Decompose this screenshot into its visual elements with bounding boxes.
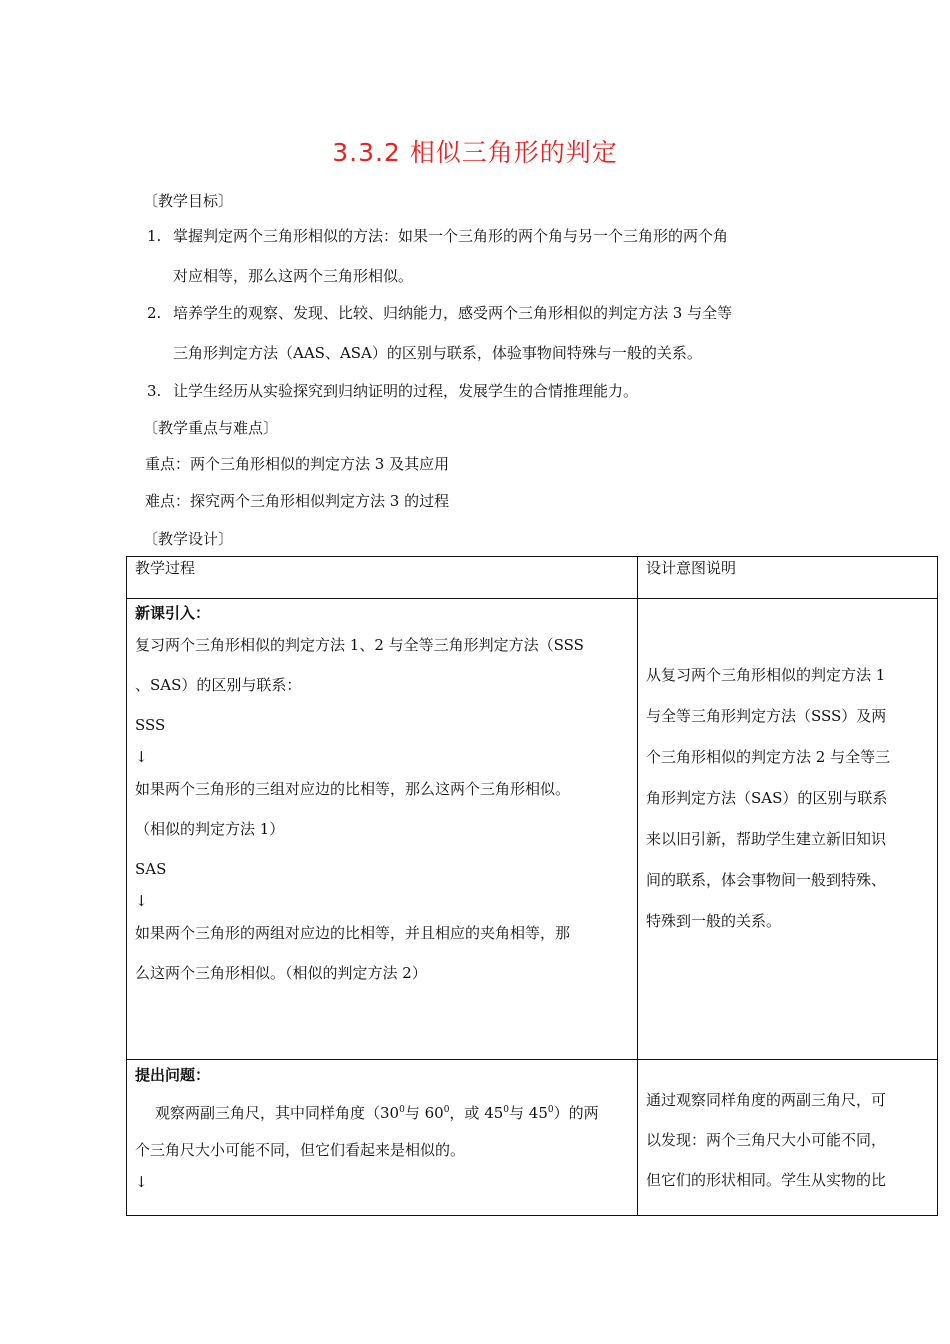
down-arrow-icon: ↓ [135,1173,148,1191]
design-heading: 〔教学设计〕 [143,530,234,548]
intro-line: 如果两个三角形的两组对应边的比相等，并且相应的夹角相等，那 [135,924,571,942]
down-arrow-icon: ↓ [135,892,148,910]
intent-line: 个三角形相似的判定方法 2 与全等三 [646,748,891,766]
goal-2-line-2: 三角形判定方法（AAS、ASA）的区别与联系，体验事物间特殊与一般的关系。 [173,344,702,362]
goal-1-line-1: 掌握判定两个三角形相似的方法：如果一个三角形的两个角与另一个三角形的两个角 [173,227,729,245]
down-arrow-icon: ↓ [135,748,148,766]
intro-line-sas: SAS [135,860,167,878]
intro-line: 复习两个三角形相似的判定方法 1、2 与全等三角形判定方法（SSS [135,636,584,654]
intent-line: 特殊到一般的关系。 [646,912,782,930]
intro-line: 么这两个三角形相似。（相似的判定方法 2） [135,964,427,982]
goal-1-line-2: 对应相等，那么这两个三角形相似。 [173,267,414,285]
table-row [127,599,938,1060]
goal-3-number: 3. [147,382,162,400]
intro-line: （相似的判定方法 1） [135,820,285,838]
intro-line-sss: SSS [135,716,166,734]
question-line-2: 个三角尺大小可能不同，但它们看起来是相似的。 [135,1141,466,1159]
intro-line: 如果两个三角形的三组对应边的比相等，那么这两个三角形相似。 [135,780,571,798]
goal-2-number: 2. [147,304,162,322]
header-intent: 设计意图说明 [638,557,938,599]
intent-line: 与全等三角形判定方法（SSS）及两 [646,707,887,725]
intro-intent-cell [638,599,938,1060]
goal-3-line-1: 让学生经历从实验探究到归纳证明的过程，发展学生的合情推理能力。 [173,382,639,400]
question-line-1: 观察两副三角尺，其中同样角度（$30^0$与 $60^0$，或 $45^0$与 $45^0$）的两 [155,1104,599,1122]
intent-line: 间的联系，体会事物间一般到特殊、 [646,871,887,889]
difficult-point: 难点：探究两个三角形相似判定方法 3 的过程 [145,492,450,510]
intent-line: 通过观察同样角度的两副三角尺，可 [646,1091,887,1109]
key-point: 重点：两个三角形相似的判定方法 3 及其应用 [145,455,450,473]
intro-line: 、SAS）的区别与联系： [135,676,302,694]
table-row [127,1060,938,1216]
table-header-row [127,557,938,599]
question-cell [127,1060,638,1216]
goals-heading: 〔教学目标〕 [143,192,234,210]
page-title: 3.3.2 相似三角形的判定 [332,138,618,167]
intent-line: 但它们的形状相同。学生从实物的比 [646,1171,887,1189]
intro-heading: 新课引入： [135,604,211,622]
intent-line: 以发现：两个三角尺大小可能不同， [646,1131,887,1149]
intent-line: 从复习两个三角形相似的判定方法 1 [646,666,886,684]
question-heading: 提出问题： [135,1066,211,1084]
goal-1-number: 1. [147,227,162,245]
goal-2-line-1: 培养学生的观察、发现、比较、归纳能力，感受两个三角形相似的判定方法 3 与全等 [173,304,733,322]
intro-cell [127,599,638,1060]
key-difficulty-heading: 〔教学重点与难点〕 [143,419,279,437]
intent-line: 来以旧引新，帮助学生建立新旧知识 [646,830,887,848]
header-process: 教学过程 [127,557,638,599]
teaching-design-table [126,556,938,1216]
intent-line: 角形判定方法（SAS）的区别与联系 [646,789,888,807]
question-intent-cell [638,1060,938,1216]
